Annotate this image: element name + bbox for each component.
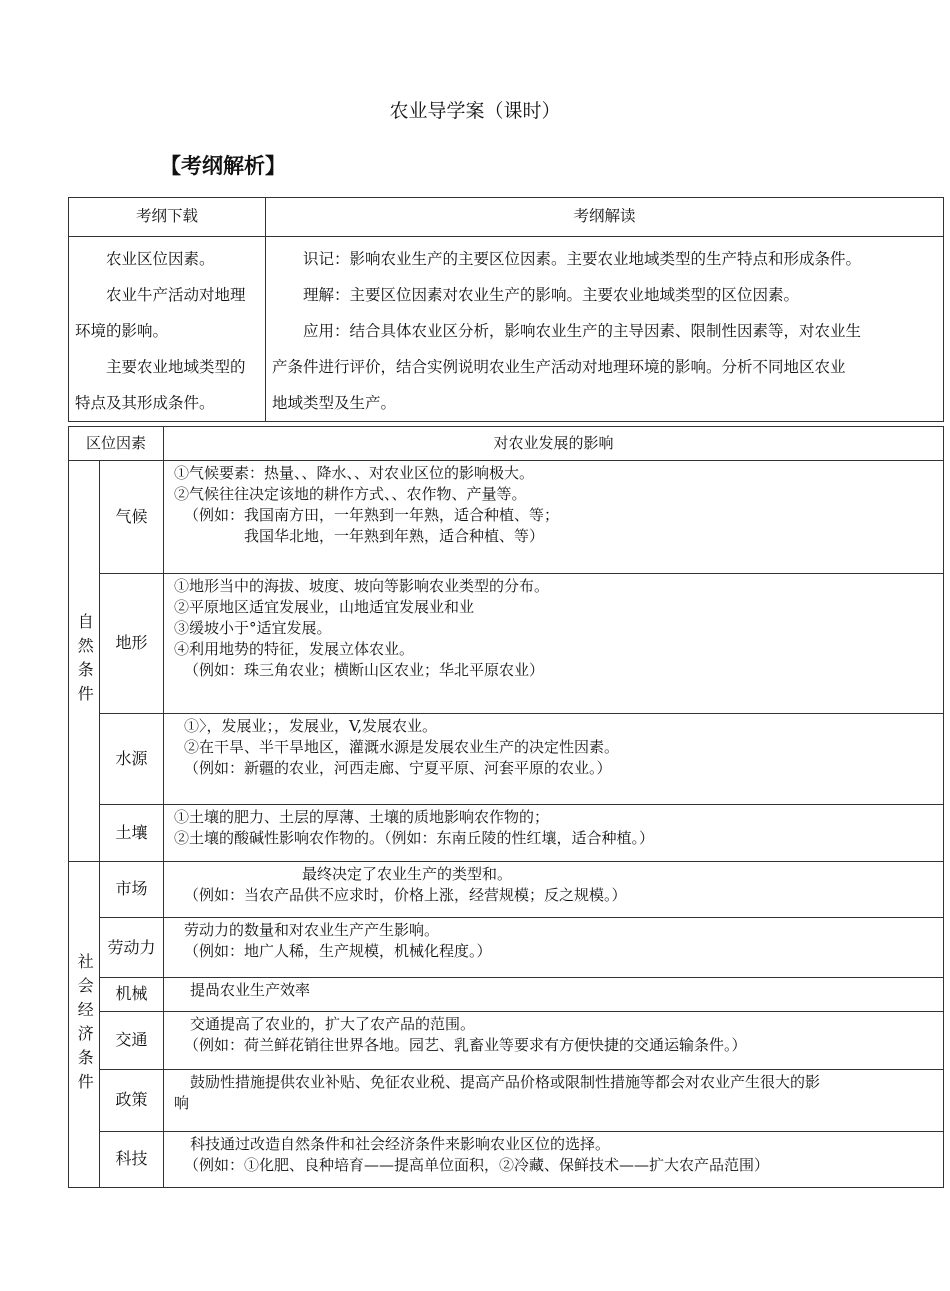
factor-line: （例如：①化肥、良种培育——提高单位面积，②冷藏、保鲜技术——扩大农产品范围） — [184, 1156, 770, 1174]
factor-content-terrain — [164, 574, 944, 714]
outline-col1-header: 考纲下载 — [69, 198, 266, 237]
outline-left-line: 环境的影响。 — [75, 322, 169, 340]
outline-col2-header: 考纲解读 — [266, 198, 944, 237]
section-heading: 【考纲解析】 — [160, 154, 286, 178]
factor-content-market — [164, 862, 944, 918]
factor-line: ②在干旱、半干旱地区，灌溉水源是发展农业生产的决定性因素。 — [184, 738, 620, 756]
factor-line: ①〉，发展业；，发展业，V,发展农业。 — [184, 717, 437, 735]
factor-content-climate — [164, 461, 944, 574]
factor-line: 我国华北地，一年熟到年熟，适合种植、等） — [244, 527, 545, 545]
factor-content-technology — [164, 1132, 944, 1188]
factors-table — [68, 426, 944, 1188]
factor-line: 最终决定了农业生产的类型和。 — [302, 865, 513, 883]
outline-left-cell — [69, 237, 266, 422]
outline-right-line: 地域类型及生产。 — [272, 394, 397, 412]
factor-line: （例如：珠三角农业；横断山区农业；华北平原农业） — [184, 661, 545, 679]
factor-line: （例如：当农产品供不应求时，价格上涨，经营规模；反之规模。） — [184, 886, 627, 904]
factor-content-machinery — [164, 978, 944, 1012]
social-conditions-label: 社会经济条件 — [69, 862, 100, 1188]
factor-content-policy — [164, 1070, 944, 1132]
factors-header-right: 对农业发展的影响 — [164, 427, 944, 461]
factor-line: ②气候往往决定该地的耕作方式、、农作物、产量等。 — [174, 485, 527, 503]
outline-right-line: 识记：影响农业生产的主要区位因素。主要农业地域类型的生产特点和形成条件。 — [303, 250, 862, 268]
factor-line: ①地形当中的海拔、坡度、坡向等影响农业类型的分布。 — [174, 577, 550, 595]
factor-name-climate: 气候 — [100, 461, 164, 574]
factor-content-water — [164, 714, 944, 805]
outline-right-line: 应用：结合具体农业区分析，影响农业生产的主导因素、限制性因素等，对农业生 — [303, 322, 862, 340]
factor-name-transport: 交通 — [100, 1012, 164, 1070]
factor-line: ③缓坡小于°适宜发展。 — [174, 619, 332, 637]
factor-name-labor: 劳动力 — [100, 918, 164, 978]
factor-name-terrain: 地形 — [100, 574, 164, 714]
outline-right-line: 产条件进行评价，结合实例说明农业生产活动对地理环境的影响。分析不同地区农业 — [272, 358, 846, 376]
factor-line: 交通提高了农业的，扩大了农产品的范围。 — [190, 1015, 476, 1033]
factor-name-soil: 土壤 — [100, 805, 164, 862]
outline-right-cell — [266, 237, 944, 422]
factor-line: 科技通过改造自然条件和社会经济条件来影响农业区位的选择。 — [190, 1135, 611, 1153]
factor-line: 提咼农业生产效率 — [190, 981, 311, 999]
factor-line: ①土壤的肥力、土层的厚薄、土壤的质地影响农作物的； — [174, 808, 550, 826]
factors-header-left: 区位因素 — [69, 427, 164, 461]
factor-content-soil — [164, 805, 944, 862]
factor-name-policy: 政策 — [100, 1070, 164, 1132]
factor-name-machinery: 机械 — [100, 978, 164, 1012]
factor-line: （例如：地广人稀，生产规模，机械化程度。） — [184, 942, 492, 960]
factor-line: （例如：我国南方田，一年熟到一年熟，适合种植、等； — [184, 506, 560, 524]
factor-name-market: 市场 — [100, 862, 164, 918]
page-title: 农业导学案（课时） — [389, 100, 561, 122]
factor-content-labor — [164, 918, 944, 978]
natural-conditions-label: 自然条件 — [69, 461, 100, 862]
outline-table — [68, 197, 944, 422]
outline-left-line: 农业区位因素。 — [106, 250, 215, 268]
factor-line: （例如：新疆的农业，河西走廊、宁夏平原、河套平原的农业。） — [184, 759, 612, 777]
factor-name-technology: 科技 — [100, 1132, 164, 1188]
outline-left-line: 主要农业地域类型的 — [106, 358, 246, 376]
factor-line: （例如：荷兰鲜花销往世界各地。园艺、乳畜业等要求有方便快捷的交通运输条件。） — [184, 1036, 747, 1054]
factor-line: 鼓励性措施提供农业补贴、免征农业税、提高产品价格或限制性措施等都会对农业产生很大的影 — [190, 1073, 821, 1091]
factor-line: 响 — [174, 1094, 190, 1112]
factor-line: ①气候要素：热量、、降水、、对农业区位的影响极大。 — [174, 464, 535, 482]
outline-left-line: 农业牛产活动对地理 — [106, 286, 246, 304]
factor-content-transport — [164, 1012, 944, 1070]
outline-left-line: 特点及其形成条件。 — [75, 394, 215, 412]
factor-line: 劳动力的数量和对农业生产产生影响。 — [184, 921, 440, 939]
factor-line: ②土壤的酸碱性影响农作物的。（例如：东南丘陵的性红壤，适合种植。） — [174, 829, 655, 847]
factor-name-water: 水源 — [100, 714, 164, 805]
factor-line: ④利用地势的特征，发展立体农业。 — [174, 640, 415, 658]
factor-line: ②平原地区适宜发展业，山地适宜发展业和业 — [174, 598, 475, 616]
outline-right-line: 理解：主要区位因素对农业生产的影响。主要农业地域类型的区位因素。 — [303, 286, 800, 304]
